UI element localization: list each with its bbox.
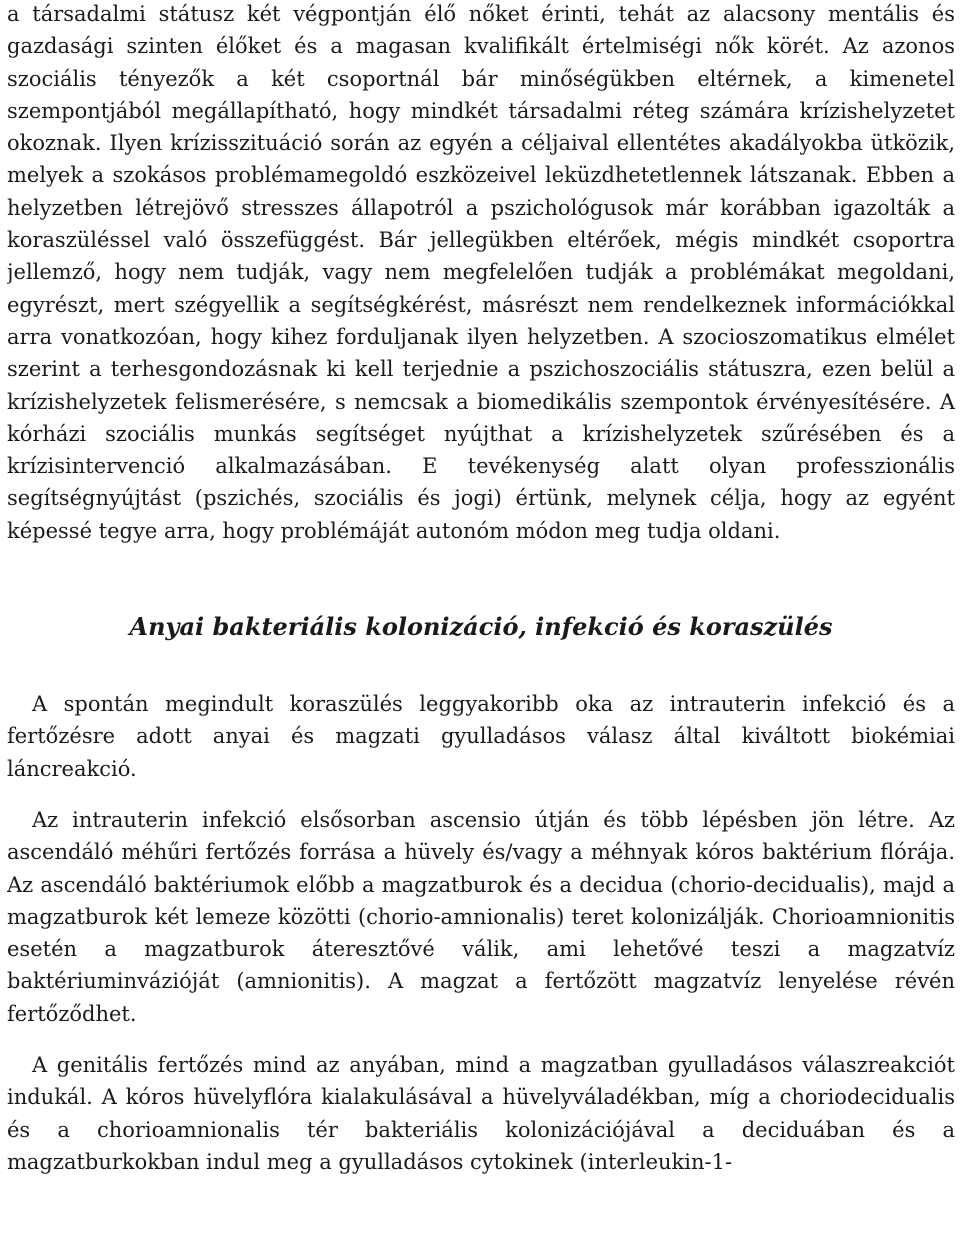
body-paragraph-3: A genitális fertőzés mind az anyában, mind a magzatban gyulladásos válaszreakciót indukál. A kóros hüvelyflóra kialakulásával a hüvelyváladékban, míg a choriodecidualis és a chorioamnionalis tér bakteriális kolonizációjával a deciduában és a magzatburkokban indul meg a gyulladásos cytokinek (interleukin-1- <box>7 1053 955 1174</box>
body-paragraph-1: A spontán megindult koraszülés leggyakoribb oka az intrauterin infekció és a fertőzésre adott anyai és magzati gyulladásos válasz által kiváltott biokémiai láncreakció. <box>7 692 955 781</box>
body-paragraph-2: Az intrauterin infekció elsősorban ascensio útján és több lépésben jön létre. Az ascendáló méhűri fertőzés forrása a hüvely és/vagy a méhnyak kóros baktérium flórája. Az ascendáló baktériumok előbb a magzatburok és a decidua (chorio-decidualis), majd a magzatburok két lemeze közötti (chorio-amnionalis) teret kolonizálják. Chorioamnionitis esetén a magzatburok áteresztővé válik, ami lehetővé teszi a magzatvíz baktériuminvázióját (amnionitis). A magzat a fertőzött magzatvíz lenyelése révén fertőződhet. <box>7 807 955 1026</box>
document-page <box>7 0 955 1250</box>
body-paragraph-continued: a társadalmi státusz két végpontján élő nőket érinti, tehát az alacsony mentális és gazdasági szinten élőket és a magasan kvalifikált értelmiségi nők körét. Az azonos szociális tényezők a két csoportnál bár minőségükben eltérnek, a kimenetel szempontjából megállapítható, hogy mindkét társadalmi réteg számára krízishelyzetet okoznak. Ilyen krízisszituáció során az egyén a céljaival ellentétes akadályokba ütközik, melyek a szokásos problémamegoldó eszközeivel leküzdhetetlennek látszanak. Ebben a helyzetben létrejövő stresszes állapotról a pszichológusok már korábban igazolták a koraszüléssel való összefüggést. Bár jellegükben eltérőek, mégis mindkét csoportra jellemző, hogy nem tudják, vagy nem megfelelően tudják a problémákat megoldani, egyrészt, mert szégyellik a segítségkérést, másrészt nem rendelkeznek információkkal arra vonatkozóan, hogy kihez forduljanak ilyen helyzetben. A szocioszomatikus elmélet szerint a terhesgondozásnak ki kell terjednie a pszichoszociális státuszra, ezen belül a krízishelyzetek felismerésére, s nemcsak a biomedikális szempontok érvényesítésére. A kórházi szociális munkás segítséget nyújthat a krízishelyzetek szűrésében és a krízisintervenció alkalmazásában. E tevékenység alatt olyan professzionális segítségnyújtást (pszichés, szociális és jogi) értünk, melynek célja, hogy az egyént képessé tegye arra, hogy problémáját autonóm módon meg tudja oldani. <box>7 2 955 543</box>
section-heading: Anyai bakteriális kolonizáció, infekció és koraszülés <box>129 612 833 642</box>
